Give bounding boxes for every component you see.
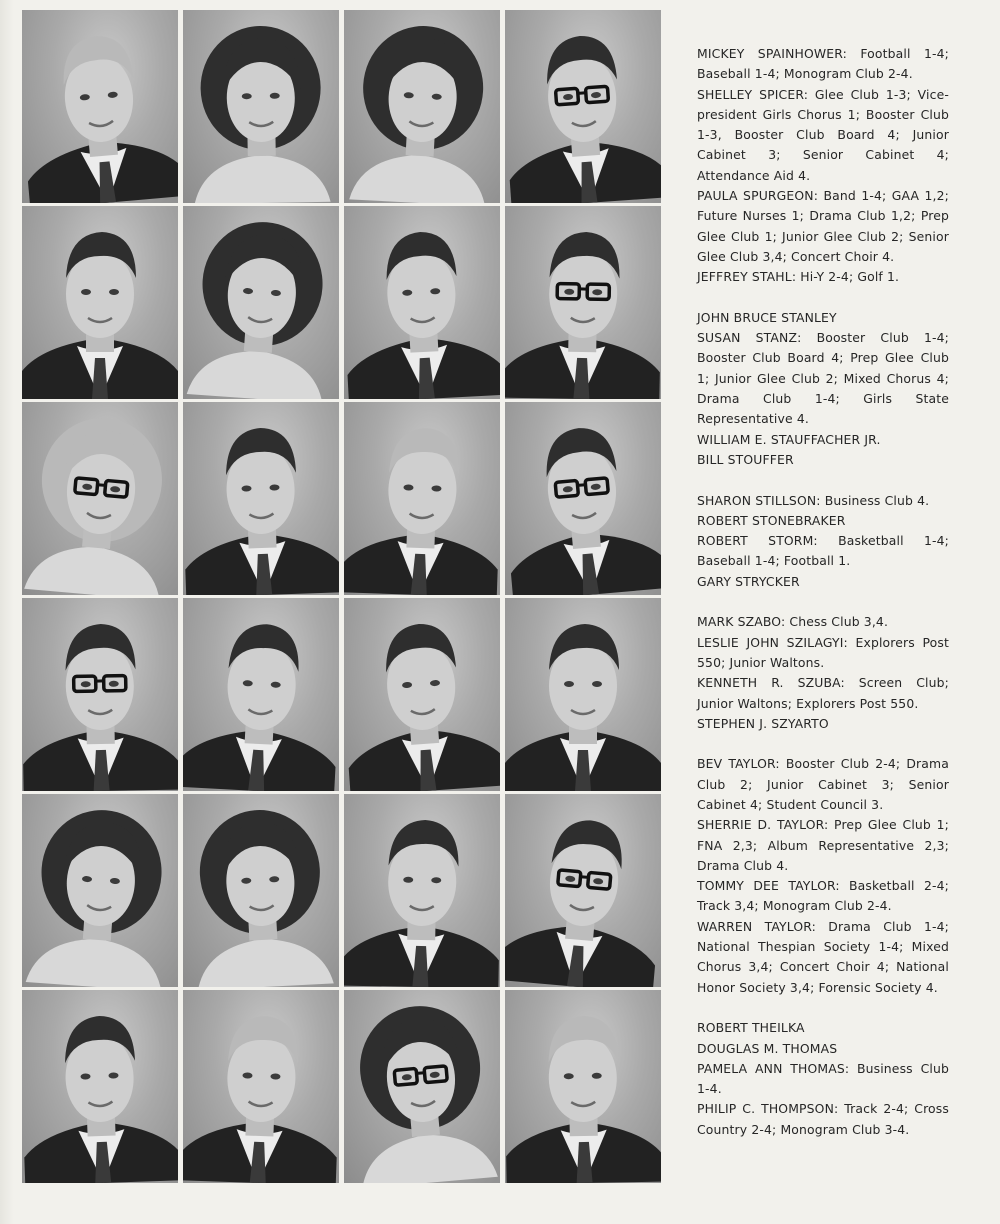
- portrait-photo: [183, 206, 339, 399]
- group-spacer: [697, 592, 949, 612]
- name-separator: :: [834, 1101, 845, 1117]
- student-activities: Drama Club 1-4; National Thespian Society 1-4; Mixed Chorus 3,4; Concert Choir 4; National Honor Society 3,4; Forensic Society 4.: [697, 918, 949, 995]
- student-name: ROBERT STORM: [697, 533, 814, 549]
- student-portrait: [344, 598, 500, 791]
- student-caption: [697, 876, 949, 917]
- name-separator: :: [816, 492, 825, 508]
- student-caption: [697, 754, 949, 815]
- student-portrait: [183, 206, 339, 399]
- student-name: PHILIP C. THOMPSON: [697, 1101, 834, 1117]
- student-activities: Screen Club; Junior Waltons; Explorers Post 550.: [697, 675, 949, 711]
- student-portrait: [344, 206, 500, 399]
- student-caption: [697, 430, 949, 450]
- portrait-photo: [22, 990, 178, 1183]
- student-portrait: [505, 794, 661, 987]
- group-spacer: [697, 734, 949, 754]
- portrait-photo: [505, 402, 661, 595]
- student-name: BILL STOUFFER: [697, 451, 794, 467]
- page-edge: [0, 0, 14, 1224]
- student-caption: [697, 1039, 949, 1059]
- name-separator: :: [813, 533, 839, 549]
- portrait-photo: [344, 10, 500, 203]
- portrait-photo: [344, 794, 500, 987]
- student-name: SHARON STILLSON: [697, 492, 817, 508]
- student-portrait: [505, 206, 661, 399]
- name-separator: :: [811, 918, 829, 934]
- student-caption: [697, 612, 949, 632]
- student-caption: [697, 1099, 949, 1140]
- student-name: MICKEY SPAINHOWER: [697, 46, 843, 61]
- student-name: ROBERT THEILKA: [697, 1020, 805, 1036]
- student-activities: Booster Club 1-4; Booster Club Board 4; Prep Glee Club 1; Junior Glee Club 2; Mixed Chorus 4; Drama Club 1-4; Girls State Representative 4.: [697, 330, 949, 427]
- student-activities: Chess Club 3,4.: [789, 614, 889, 630]
- student-portrait: [183, 10, 339, 203]
- name-separator: :: [840, 675, 859, 691]
- student-portrait: [505, 598, 661, 791]
- name-separator: :: [844, 1060, 857, 1076]
- student-name: DOUGLAS M. THOMAS: [697, 1040, 838, 1056]
- portrait-photo: [22, 598, 178, 791]
- student-caption: [697, 1018, 949, 1038]
- portrait-photo: [183, 990, 339, 1183]
- group-spacer: [697, 998, 949, 1018]
- portrait-photo: [183, 598, 339, 791]
- name-separator: :: [842, 46, 861, 61]
- caption-column: [697, 44, 949, 1140]
- student-caption: [697, 673, 949, 714]
- student-name: TOMMY DEE TAYLOR: [697, 878, 836, 894]
- student-name: JOHN BRUCE STANLEY: [697, 309, 837, 325]
- group-spacer: [697, 288, 949, 308]
- portrait-photo: [22, 402, 178, 595]
- student-caption: [697, 186, 949, 267]
- name-separator: :: [781, 614, 790, 630]
- student-name: WARREN TAYLOR: [697, 918, 812, 934]
- portrait-photo: [344, 990, 500, 1183]
- student-activities: Track 2-4; Cross Country 2-4; Monogram Club 3-4.: [697, 1101, 949, 1137]
- student-caption: [697, 511, 949, 531]
- student-caption: [697, 531, 949, 572]
- portrait-photo: [344, 598, 500, 791]
- student-portrait: [505, 10, 661, 203]
- name-separator: :: [843, 634, 856, 650]
- student-name: SHELLEY SPICER: [697, 86, 804, 102]
- portrait-photo: [183, 10, 339, 203]
- student-portrait: [22, 794, 178, 987]
- student-portrait: [344, 10, 500, 203]
- student-activities: Glee Club 1-3; Vice-president Girls Chorus 1; Booster Club 1-3, Booster Club Board 4; Junior Cabinet 3; Senior Cabinet 4; Attendance Aid 4.: [697, 86, 949, 183]
- student-activities: Basketball 2-4; Track 3,4; Monogram Club 2-4.: [697, 878, 949, 914]
- portrait-photo: [505, 794, 661, 987]
- student-caption: [697, 44, 949, 85]
- portrait-photo: [505, 10, 661, 203]
- student-caption: [697, 328, 949, 429]
- student-caption: [697, 572, 949, 592]
- student-activities: Hi-Y 2-4; Golf 1.: [800, 269, 900, 285]
- student-activities: Prep Glee Club 1; FNA 2,3; Album Representative 2,3; Drama Club 4.: [697, 817, 950, 873]
- student-portrait: [344, 990, 500, 1183]
- portrait-photo: [505, 990, 661, 1183]
- student-name: MARK SZABO: [697, 614, 781, 630]
- student-portrait: [344, 794, 500, 987]
- student-name: SUSAN STANZ: [697, 330, 798, 346]
- name-separator: :: [813, 188, 824, 204]
- student-portrait: [344, 402, 500, 595]
- group-spacer: [697, 470, 949, 490]
- name-separator: :: [775, 756, 786, 772]
- portrait-photo: [505, 206, 661, 399]
- student-caption: [697, 267, 949, 287]
- portrait-grid: [22, 10, 661, 1183]
- student-name: SHERRIE D. TAYLOR: [697, 817, 824, 833]
- portrait-photo: [344, 402, 500, 595]
- student-portrait: [183, 402, 339, 595]
- student-caption: [697, 633, 949, 674]
- student-name: STEPHEN J. SZYARTO: [697, 715, 829, 731]
- student-portrait: [22, 206, 178, 399]
- student-caption: [697, 815, 949, 876]
- student-caption: [697, 714, 949, 734]
- student-caption: [697, 85, 949, 186]
- student-caption: [697, 491, 949, 511]
- portrait-photo: [183, 402, 339, 595]
- student-activities: Business Club 1-4.: [697, 1060, 949, 1097]
- name-separator: :: [797, 330, 817, 346]
- student-caption: [697, 1059, 949, 1100]
- student-name: KENNETH R. SZUBA: [697, 675, 841, 691]
- student-name: LESLIE JOHN SZILAGYI: [697, 634, 844, 650]
- name-separator: :: [835, 878, 850, 894]
- student-activities: Basketball 1-4; Baseball 1-4; Football 1.: [697, 533, 949, 569]
- portrait-photo: [22, 206, 178, 399]
- student-portrait: [183, 794, 339, 987]
- name-separator: :: [803, 86, 815, 102]
- student-activities: Explorers Post 550; Junior Waltons.: [697, 634, 950, 670]
- student-portrait: [22, 598, 178, 791]
- student-caption: [697, 308, 949, 328]
- student-name: JEFFREY STAHL: [697, 269, 792, 285]
- student-caption: [697, 450, 949, 470]
- name-separator: :: [824, 817, 835, 833]
- portrait-photo: [22, 10, 178, 203]
- student-portrait: [183, 598, 339, 791]
- student-name: ROBERT STONEBRAKER: [697, 512, 846, 528]
- student-portrait: [22, 990, 178, 1183]
- student-activities: Football 1-4; Baseball 1-4; Monogram Club 2-4.: [697, 46, 949, 82]
- student-caption: [697, 917, 949, 998]
- student-activities: Booster Club 2-4; Drama Club 2; Junior Cabinet 3; Senior Cabinet 4; Student Council 3.: [697, 756, 950, 812]
- portrait-photo: [183, 794, 339, 987]
- student-portrait: [22, 10, 178, 203]
- student-portrait: [505, 402, 661, 595]
- student-activities: Band 1-4; GAA 1,2; Future Nurses 1; Drama Club 1,2; Prep Glee Club 1; Junior Glee Club 2; Senior Glee Club 3,4; Concert Choir 4.: [697, 188, 949, 264]
- portrait-photo: [22, 794, 178, 987]
- student-activities: Business Club 4.: [824, 492, 930, 508]
- student-portrait: [22, 402, 178, 595]
- student-portrait: [505, 990, 661, 1183]
- student-name: PAMELA ANN THOMAS: [697, 1060, 845, 1076]
- portrait-photo: [505, 598, 661, 791]
- name-separator: :: [791, 269, 801, 285]
- student-name: PAULA SPURGEON: [697, 188, 814, 204]
- student-name: GARY STRYCKER: [697, 573, 800, 589]
- portrait-photo: [344, 206, 500, 399]
- student-name: WILLIAM E. STAUFFACHER JR.: [697, 431, 881, 447]
- student-name: BEV TAYLOR: [697, 756, 776, 772]
- student-portrait: [183, 990, 339, 1183]
